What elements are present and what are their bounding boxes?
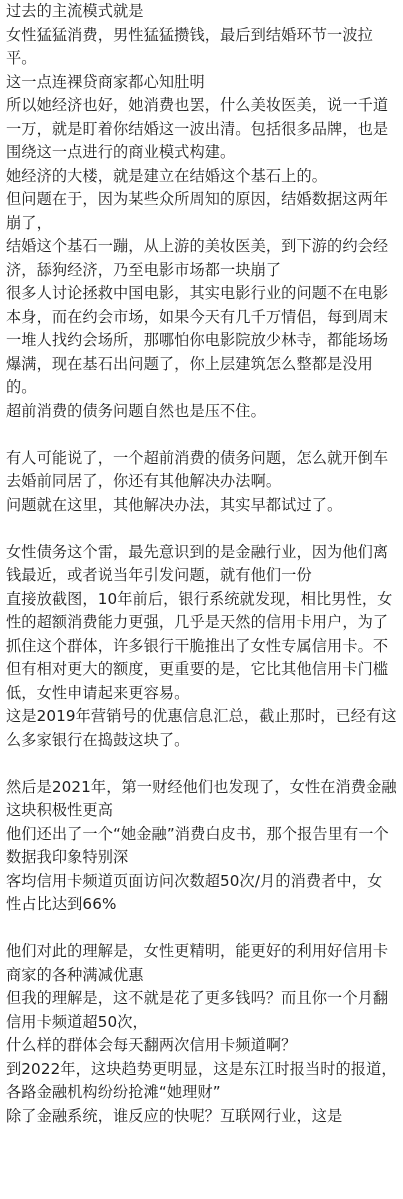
article-paragraph: 很多人讨论拯救中国电影，其实电影行业的问题不在电影本身，而在约会市场，如果今天有几千万情侣，每到周末一堆人找约会场所，那哪怕你电影院放少林寺，都能场场爆满，现在基石出问题了，你上层建筑怎么整都是没用的。 xyxy=(6,284,389,396)
paragraph-spacer xyxy=(6,917,397,941)
article-paragraph: 这一点连裸贷商家都心知肚明 xyxy=(6,72,205,91)
article-paragraph: 直接放截图，10年前后，银行系统就发现，相比男性，女性的超额消费能力更强，几乎是天然的信用卡用户，为了抓住这个群体，许多银行干脆推出了女性专属信用卡。不但有相对更大的额度，更重要的是，它比其他信用卡门槛低，女性申请起来更容易。 xyxy=(6,589,393,702)
article-body xyxy=(6,0,397,1128)
article-paragraph: 结婚这个基石一蹦，从上游的美妆医美，到下游的约会经济，舔狗经济，乃至电影市场都一块崩了 xyxy=(6,237,389,279)
article-paragraph: 但问题在于，因为某些众所周知的原因，结婚数据这两年崩了， xyxy=(6,190,389,232)
article-paragraph: 超前消费的债务问题自然也是压不住。 xyxy=(6,401,266,420)
article-paragraph: 然后是2021年，第一财经他们也发现了，女性在消费金融这块积极性更高 xyxy=(6,777,397,819)
article-paragraph: 他们还出了一个“她金融”消费白皮书，那个报告里有一个数据我印象特别深 xyxy=(6,824,389,866)
article-paragraph: 客均信用卡频道页面访问次数超50次/月的消费者中，女性占比达到66% xyxy=(6,871,383,913)
article-paragraph: 他们对此的理解是，女性更精明，能更好的利用好信用卡商家的各种满减优惠 xyxy=(6,942,389,984)
article-paragraph: 所以她经济也好，她消费也罢，什么美妆医美，说一千道一万，就是盯着你结婚这一波出清。包括很多品牌，也是围绕这一点进行的商业模式构建。 xyxy=(6,96,389,161)
paragraph-spacer xyxy=(6,423,397,447)
paragraph-spacer xyxy=(6,752,397,776)
article-paragraph: 有人可能说了，一个超前消费的债务问题，怎么就开倒车去婚前同居了，你还有其他解决办法啊。 xyxy=(6,448,389,490)
article-paragraph: 但我的理解是，这不就是花了更多钱吗？而且你一个月翻信用卡频道超50次， xyxy=(6,989,389,1031)
article-paragraph: 过去的主流模式就是 xyxy=(6,2,144,20)
article-paragraph: 什么样的群体会每天翻两次信用卡频道啊？ xyxy=(6,1036,297,1054)
article-paragraph: 到2022年，这块趋势更明显，这是东江时报当时的报道，各路金融机构纷纷抢滩“她理财” xyxy=(6,1059,397,1101)
article-paragraph: 问题就在这里，其他解决办法，其实早都试过了。 xyxy=(6,495,343,514)
article-paragraph: 女性债务这个雷，最先意识到的是金融行业，因为他们离钱最近，或者说当年引发问题，就有他们一份 xyxy=(6,542,389,584)
article-paragraph: 这是2019年营销号的优惠信息汇总，截止那时，已经有这么多家银行在捣鼓这块了。 xyxy=(6,707,397,749)
paragraph-spacer xyxy=(6,517,397,541)
article-paragraph: 她经济的大楼，就是建立在结婚这个基石上的。 xyxy=(6,166,328,185)
article-paragraph: 除了金融系统，谁反应的快呢？互联网行业，这是 xyxy=(6,1106,343,1125)
article-paragraph: 女性猛猛消费，男性猛猛攒钱，最后到结婚环节一波拉平。 xyxy=(6,25,373,67)
